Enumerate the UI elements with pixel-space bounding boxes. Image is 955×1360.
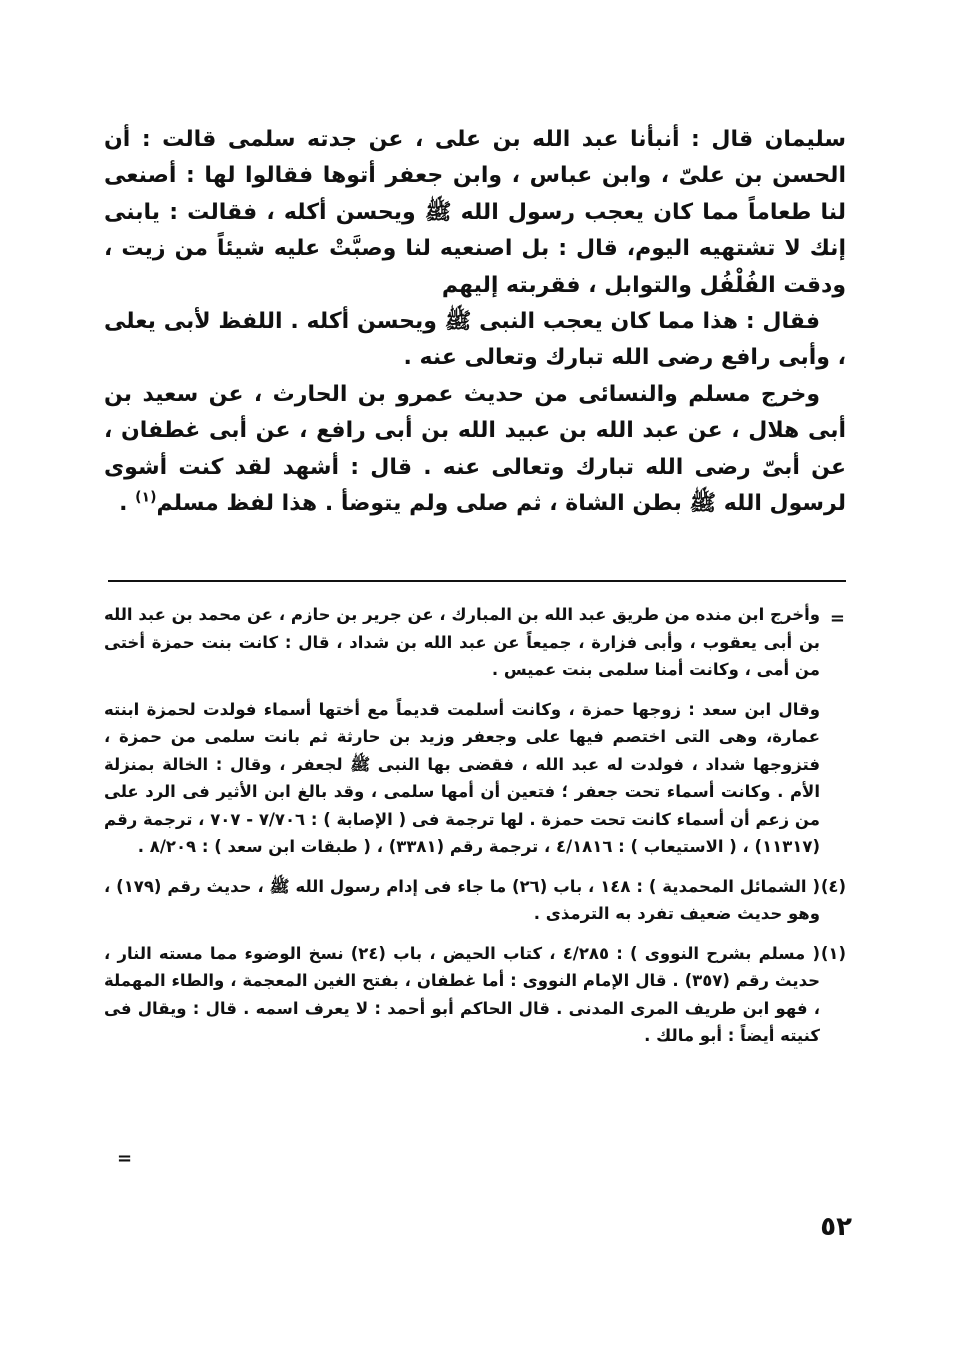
footnotes <box>104 601 846 1062</box>
continuation-mark-top: = <box>829 608 845 629</box>
footnote-paragraph: وقال ابن سعد : زوجها حمزة ، وكانت أسلمت قديماً مع أختها أسماء فولدت لحمزة ابنته عمارة، وهى التى اختصم فيها على وجعفر وزيد بن حارثة ثم بانت سلمى من حمزة ، فتزوجها شداد ، فولدت له عبد الله ، فقضى بها النبى ﷺ لجعفر ، وقال : الخالة بمنزلة الأم . وكانت أسماء تحت جعفر ؛ فتعين أن أمها سلمى ، وقد بالغ ابن الأثير فى الرد على من زعم أن أسماء كانت تحت حمزة . لها ترجمة فى ( الإصابة ) : ٧/٧٠٦ - ٧٠٧ ، ترجمة رقم (١١٣١٧) ، ( الاستيعاب ) : ٤/١٨١٦ ، ترجمة رقم (٣٣٨١) ، ( طبقات ابن سعد ) : ٨/٢٠٩ . <box>104 699 820 856</box>
footnote-item <box>104 873 846 928</box>
main-paragraph <box>104 377 846 523</box>
main-paragraph-text: وخرج مسلم والنسائى من حديث عمرو بن الحارث ، عن سعيد بن أبى هلال ، عن عبد الله بن عبيد الله بن أبى رافع ، عن أبى غطفان ، عن أبىّ رضى الله تبارك وتعالى عنه . قال : أشهد لقد كنت أشوى لرسول الله ﷺ بطن الشاة ، ثم صلى ولم يتوضأ . هذا لفظ مسلم <box>104 381 846 517</box>
footnote-reference: (١) <box>135 489 157 506</box>
footnote-item <box>104 940 846 1050</box>
main-paragraph: سليمان قال : أنبأنا عبد الله بن على ، عن جدته سلمى قالت : أن الحسن بن علىّ ، وابن عباس ، وابن جعفر أتوها فقالوا لها : أصنعى لنا طعاماً مما كان يعجب رسول الله ﷺ ويحسن أكله ، فقالت : يابنى إنك لا تشتهيه اليوم، قال : بل اصنعيه لنا وصبَّتْ عليه شيئاً من زيت ، ودقت الفُلْفُل والتوابل ، فقربته إليهم <box>104 127 846 298</box>
page-number: ٥٢ <box>820 1212 852 1242</box>
footnote-text: ( الشمائل المحمدية ) : ١٤٨ ، باب (٢٦) ما جاء فى إدام رسول الله ﷺ ، حديث رقم (١٧٩) ، وهو حديث ضعيف تفرد به الترمذى . <box>104 876 820 923</box>
footnote-continuation: وأخرج ابن منده من طريق عبد الله بن المبارك ، عن جرير بن حازم ، عن محمد بن عبد الله بن أبى يعقوب ، وأبى فزارة ، جميعاً عن عبد الله بن شداد ، قال : كانت بنت حمزة أختى من أمى ، وكانت أمنا سلمى بنت عميس . <box>104 605 820 679</box>
main-paragraph: فقال : هذا مما كان يعجب النبى ﷺ ويحسن أكله . اللفظ لأبى يعلى ، وأبى رافع رضى الله تبارك وتعالى عنه . <box>104 309 846 371</box>
footnote-marker: (٤) <box>820 876 846 896</box>
footnote-separator <box>108 580 846 582</box>
sentence-end: . <box>119 491 136 517</box>
continuation-mark-bottom: = <box>117 1148 133 1169</box>
footnote-marker: (١) <box>820 943 846 963</box>
footnote-text: ( مسلم بشرح النووى ) : ٤/٢٨٥ ، كتاب الحيض ، باب (٢٤) نسخ الوضوء مما مسته النار ، حديث رقم (٣٥٧) . قال الإمام النووى : أما غطفان ، بفتح الغين المعجمة ، والطاء المهملة ، فهو ابن طريف المرى المدنى . قال الحاكم أبو أحمد : لا يعرف اسمه . قال : ويقال فى كنيته أيضاً : أبو مالك . <box>104 943 820 1045</box>
main-text <box>104 122 846 522</box>
